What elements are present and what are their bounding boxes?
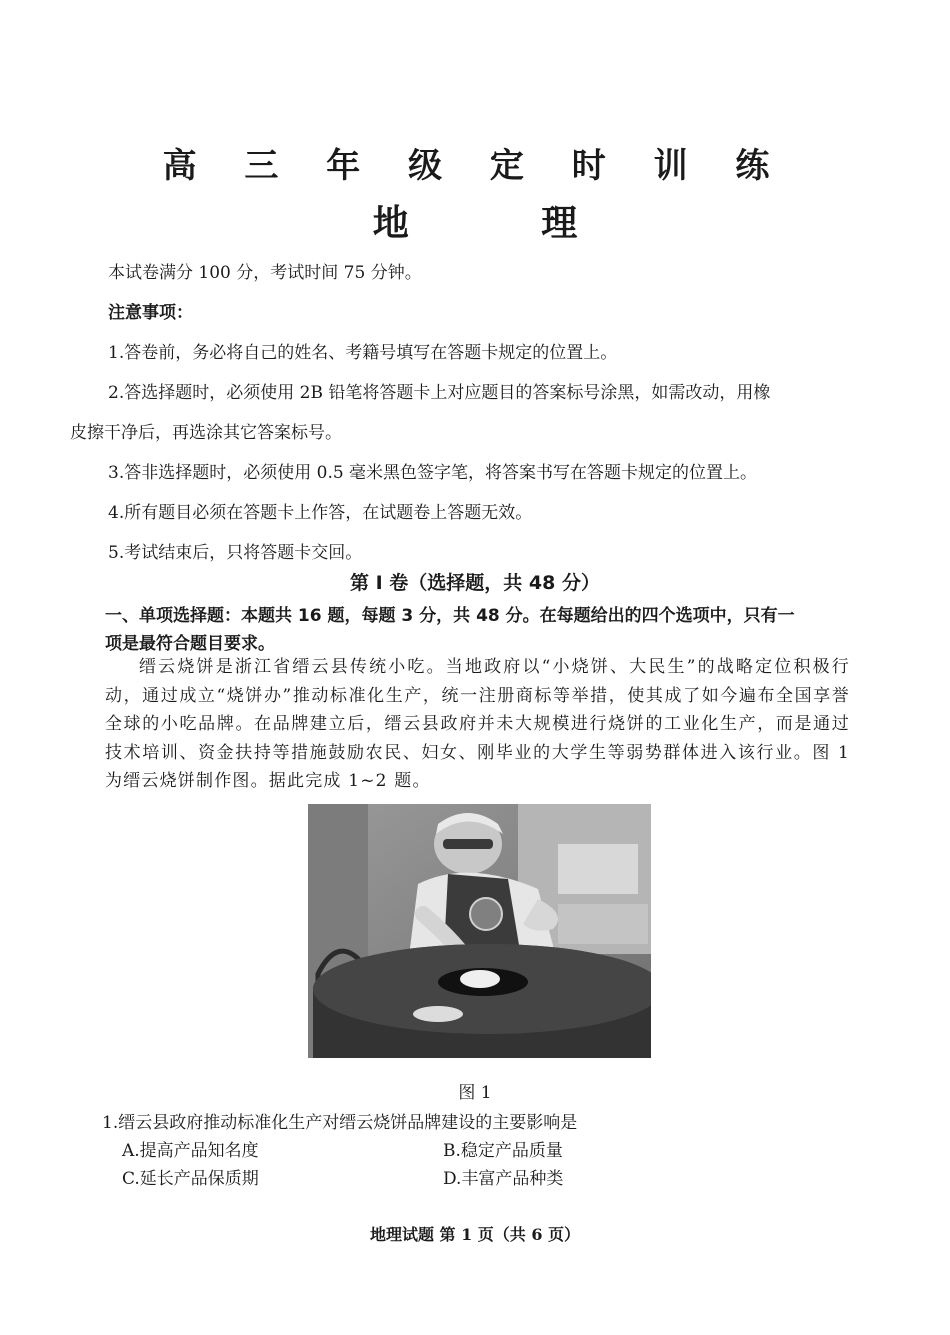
notice-item-3: 3.答非选择题时，必须使用 0.5 毫米黑色签字笔，将答案书写在答题卡规定的位置上。 (108, 463, 758, 483)
notice-item-2: 2.答选择题时，必须使用 2B 铅笔将答题卡上对应题目的答案标号涂黑，如需改动，用橡 (108, 383, 771, 403)
notice-item-1: 1.答卷前，务必将自己的姓名、考籍号填写在答题卡规定的位置上。 (108, 343, 618, 363)
question-1-option-c: C.延长产品保质期 (122, 1169, 259, 1189)
figure-1-photo (308, 804, 651, 1058)
reading-passage: 缙云烧饼是浙江省缙云县传统小吃。当地政府以“小烧饼、大民生”的战略定位积极行动，通过成立“烧饼办”推动标准化生产，统一注册商标等举措，使其成了如今遍布全国享誉全球的小吃品牌。在品牌建立后，缙云县政府并未大规模进行烧饼的工业化生产，而是通过技术培训、资金扶持等措施鼓励农民、妇女、刚毕业的大学生等弱势群体进入该行业。图 1 为缙云烧饼制作图。据此完成 1~2 题。 (105, 657, 850, 791)
section-instruction-continued: 项是最符合题目要求。 (105, 634, 275, 654)
section-instruction: 一、单项选择题：本题共 16 题，每题 3 分，共 48 分。在每题给出的四个选项中，只有一 (105, 606, 795, 626)
question-1-option-b: B.稳定产品质量 (443, 1141, 563, 1161)
figure-caption: 图 1 (458, 1083, 492, 1103)
notice-item-4: 4.所有题目必须在答题卡上作答，在试题卷上答题无效。 (108, 503, 533, 523)
notice-item-5: 5.考试结束后，只将答题卡交回。 (108, 543, 363, 563)
exam-intro: 本试卷满分 100 分，考试时间 75 分钟。 (108, 263, 422, 283)
page-footer: 地理试题 第 1 页（共 6 页） (369, 1225, 581, 1244)
section-title: 第 I 卷（选择题，共 48 分） (350, 572, 600, 594)
shaobing-making-photo (308, 804, 651, 1058)
notice-heading: 注意事项： (108, 303, 193, 323)
subject-title: 地 理 (372, 202, 638, 244)
exam-title: 高 三 年 级 定 时 训 练 (162, 146, 788, 186)
notice-item-2-continued: 皮擦干净后，再选涂其它答案标号。 (70, 423, 342, 443)
question-1-stem: 1.缙云县政府推动标准化生产对缙云烧饼品牌建设的主要影响是 (102, 1113, 578, 1133)
question-1-option-d: D.丰富产品种类 (443, 1169, 564, 1189)
question-1-option-a: A.提高产品知名度 (122, 1141, 259, 1161)
